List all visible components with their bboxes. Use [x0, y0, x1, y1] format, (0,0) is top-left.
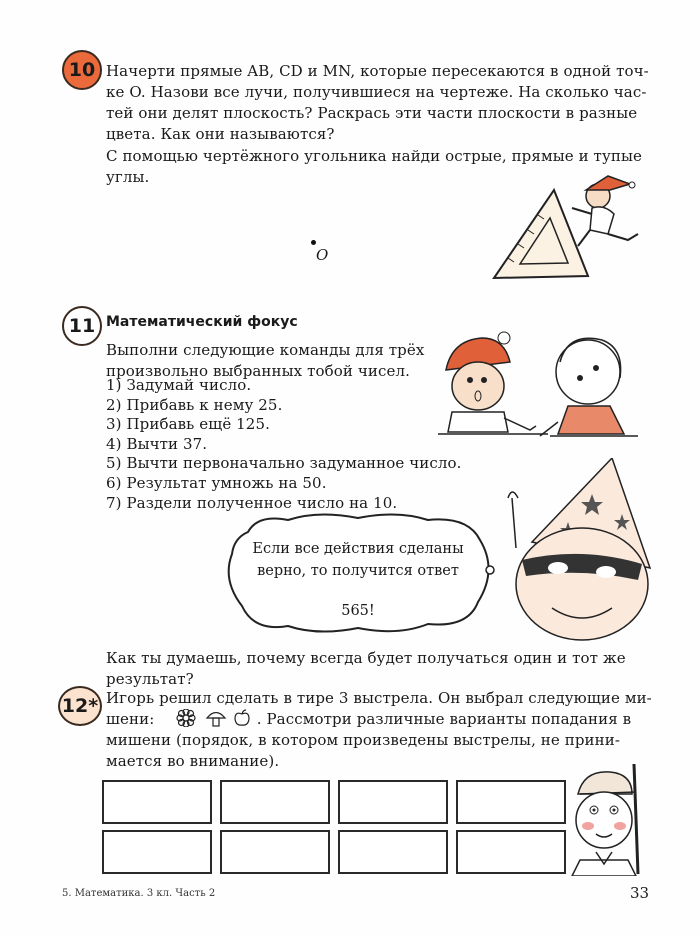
answer-box[interactable] — [338, 830, 448, 874]
task10-line: тей они делят плоскость? Раскрась эти части плоскости в разные — [106, 104, 638, 122]
answer-box[interactable] — [456, 780, 566, 824]
task11-steps — [106, 376, 486, 513]
answer-box[interactable] — [456, 830, 566, 874]
task12-line-with-targets — [106, 709, 666, 730]
task12-line: мишени (порядок, в котором произведены выстрелы, не прини- — [106, 731, 621, 749]
bubble-answer: 565! — [341, 603, 375, 619]
task10-extra-line: С помощью чертёжного угольника найди острые, прямые и тупые — [106, 147, 642, 165]
task-number-badge — [62, 50, 102, 90]
task11-heading: Математический фокус — [106, 314, 298, 330]
task-number-badge — [58, 686, 102, 726]
task10-line: ке O. Назови все лучи, получившиеся на чертеже. На сколько час- — [106, 83, 647, 101]
point-o-label: O — [316, 246, 329, 264]
step-item: 1) Задумай число. — [106, 376, 252, 394]
task10-extra-line: углы. — [106, 168, 150, 186]
task-number-badge — [62, 306, 102, 346]
step-item: 5) Вычти первоначально задуманное число. — [106, 454, 462, 473]
question-line: результат? — [106, 670, 194, 688]
children-illustration — [438, 322, 638, 440]
step-item: 4) Вычти 37. — [106, 434, 208, 453]
task12-line: Игорь решил сделать в тире 3 выстрела. Он выбрал следующие ми- — [106, 689, 652, 707]
apple-icon — [232, 709, 252, 727]
task11-intro-line: произвольно выбранных тобой чисел. — [106, 362, 410, 380]
footer-caption: 5. Математика. 3 кл. Часть 2 — [62, 888, 216, 899]
task-number: 10 — [68, 59, 96, 81]
step-item: 3) Прибавь ещё 125. — [106, 415, 270, 434]
question-line: Как ты думаешь, почему всегда будет получаться один и тот же — [106, 649, 626, 667]
task11-intro-line: Выполни следующие команды для трёх — [106, 341, 425, 359]
step-item: 2) Прибавь к нему 25. — [106, 395, 283, 414]
task10-text — [106, 61, 666, 145]
answer-box[interactable] — [102, 830, 212, 874]
boy-with-rifle-illustration — [566, 764, 650, 876]
step-item: 6) Результат умножь на 50. — [106, 473, 327, 492]
thought-bubble — [228, 538, 488, 622]
task12-text — [106, 688, 666, 772]
answer-box[interactable] — [338, 780, 448, 824]
task12-line: . Рассмотри различные варианты попадания в — [256, 710, 632, 728]
task12-line: шени: — [106, 710, 155, 728]
wizard-illustration — [482, 458, 662, 646]
task-number: 11 — [68, 315, 96, 337]
answer-box[interactable] — [220, 830, 330, 874]
page-number: 33 — [630, 884, 650, 902]
answer-box[interactable] — [102, 780, 212, 824]
bubble-line: верно, то получится ответ — [257, 563, 459, 579]
flower-icon — [172, 709, 200, 727]
step-item: 7) Раздели полученное число на 10. — [106, 493, 398, 512]
mushroom-icon — [205, 709, 227, 727]
task11-question — [106, 648, 666, 690]
task-number: 12* — [61, 695, 99, 717]
task10-line: цвета. Как они называются? — [106, 125, 335, 143]
set-square-elf-illustration — [488, 168, 663, 288]
answer-box[interactable] — [220, 780, 330, 824]
bubble-line: Если все действия сделаны — [252, 541, 464, 557]
task12-line: мается во внимание). — [106, 752, 280, 770]
task10-line: Начерти прямые AB, CD и MN, которые пересекаются в одной точ- — [106, 62, 649, 80]
